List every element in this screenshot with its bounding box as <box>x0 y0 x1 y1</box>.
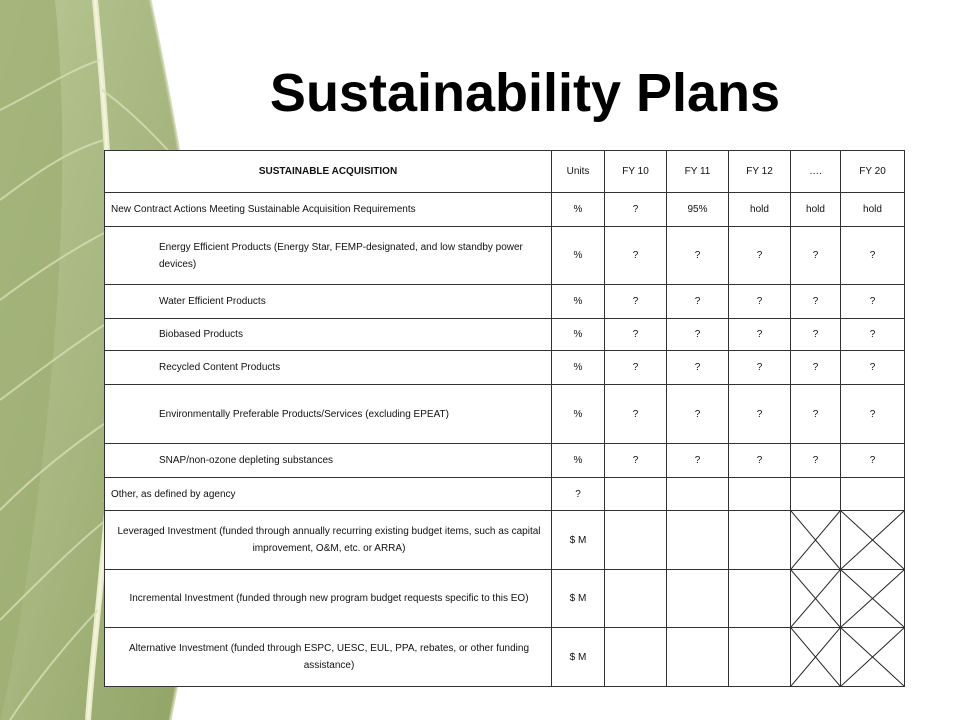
row-cell: ? <box>841 351 905 385</box>
header-fy12: FY 12 <box>729 151 791 193</box>
row-cell: ? <box>791 227 841 285</box>
header-fy11: FY 11 <box>667 151 729 193</box>
row-cell <box>667 478 729 511</box>
row-cell <box>729 628 791 687</box>
row-cell: % <box>552 285 605 319</box>
row-cell: ? <box>605 444 667 478</box>
table-header-row <box>105 151 905 193</box>
row-cell: ? <box>729 444 791 478</box>
row-cell: ? <box>841 385 905 444</box>
header-fy20: FY 20 <box>841 151 905 193</box>
row-cell: % <box>552 319 605 351</box>
row-label: New Contract Actions Meeting Sustainable Acquisition Requirements <box>105 193 552 227</box>
row-cell: ? <box>667 385 729 444</box>
row-cell: ? <box>841 444 905 478</box>
row-label: Alternative Investment (funded through ESPC, UESC, EUL, PPA, rebates, or other funding assistance) <box>105 628 552 687</box>
row-cell: ? <box>729 385 791 444</box>
table-row <box>105 227 905 285</box>
row-cell: ? <box>791 385 841 444</box>
row-cell: ? <box>552 478 605 511</box>
row-label: Water Efficient Products <box>105 285 552 319</box>
row-cell: ? <box>729 227 791 285</box>
row-cell: ? <box>667 285 729 319</box>
row-cell <box>729 511 791 570</box>
crossed-out-cell <box>841 511 905 570</box>
row-cell: ? <box>791 285 841 319</box>
header-units: Units <box>552 151 605 193</box>
crossed-out-cell <box>841 628 905 687</box>
table-row <box>105 478 905 511</box>
row-cell <box>667 628 729 687</box>
crossed-out-cell <box>791 628 841 687</box>
row-cell <box>605 478 667 511</box>
table-row <box>105 351 905 385</box>
row-cell <box>605 511 667 570</box>
row-cell: ? <box>791 351 841 385</box>
row-cell: % <box>552 193 605 227</box>
row-cell <box>605 570 667 628</box>
row-cell: hold <box>729 193 791 227</box>
row-cell: ? <box>841 227 905 285</box>
row-cell: ? <box>605 351 667 385</box>
table-row <box>105 285 905 319</box>
row-cell: ? <box>667 319 729 351</box>
table-row <box>105 444 905 478</box>
row-cell: hold <box>841 193 905 227</box>
row-cell: 95% <box>667 193 729 227</box>
row-cell: ? <box>729 351 791 385</box>
row-label: SNAP/non-ozone depleting substances <box>105 444 552 478</box>
row-cell: ? <box>791 319 841 351</box>
row-cell <box>605 628 667 687</box>
row-cell: $ M <box>552 511 605 570</box>
header-sustainable-acquisition: SUSTAINABLE ACQUISITION <box>105 151 552 193</box>
row-cell: ? <box>605 227 667 285</box>
row-label: Energy Efficient Products (Energy Star, FEMP-designated, and low standby power devices) <box>105 227 552 285</box>
row-cell: hold <box>791 193 841 227</box>
table-row <box>105 319 905 351</box>
row-cell: % <box>552 227 605 285</box>
row-cell: ? <box>729 319 791 351</box>
row-label: Biobased Products <box>105 319 552 351</box>
crossed-out-cell <box>841 570 905 628</box>
table-row <box>105 511 905 570</box>
row-cell: ? <box>729 285 791 319</box>
row-cell: ? <box>605 319 667 351</box>
crossed-out-cell <box>791 570 841 628</box>
row-label: Environmentally Preferable Products/Services (excluding EPEAT) <box>105 385 552 444</box>
row-cell: ? <box>605 285 667 319</box>
row-cell <box>667 570 729 628</box>
row-label: Incremental Investment (funded through new program budget requests specific to this EO) <box>105 570 552 628</box>
row-cell <box>791 478 841 511</box>
crossed-out-cell <box>791 511 841 570</box>
row-cell <box>729 478 791 511</box>
header-ellipsis: …. <box>791 151 841 193</box>
row-cell: % <box>552 444 605 478</box>
row-label: Leveraged Investment (funded through annually recurring existing budget items, such as capital improvement, O&M, etc. or ARRA) <box>105 511 552 570</box>
slide-title: Sustainability Plans <box>269 63 781 123</box>
row-label: Other, as defined by agency <box>105 478 552 511</box>
row-cell <box>667 511 729 570</box>
row-cell: % <box>552 385 605 444</box>
row-cell: ? <box>605 385 667 444</box>
row-cell: ? <box>667 227 729 285</box>
row-cell: $ M <box>552 570 605 628</box>
row-label: Recycled Content Products <box>105 351 552 385</box>
row-cell <box>729 570 791 628</box>
table-row <box>105 570 905 628</box>
header-fy10: FY 10 <box>605 151 667 193</box>
row-cell <box>841 478 905 511</box>
sustainable-acquisition-table <box>104 150 905 687</box>
table-row <box>105 385 905 444</box>
row-cell: ? <box>841 319 905 351</box>
row-cell: % <box>552 351 605 385</box>
table-row <box>105 193 905 227</box>
row-cell: ? <box>667 351 729 385</box>
row-cell: ? <box>667 444 729 478</box>
table-row <box>105 628 905 687</box>
row-cell: $ M <box>552 628 605 687</box>
row-cell: ? <box>841 285 905 319</box>
row-cell: ? <box>605 193 667 227</box>
row-cell: ? <box>791 444 841 478</box>
